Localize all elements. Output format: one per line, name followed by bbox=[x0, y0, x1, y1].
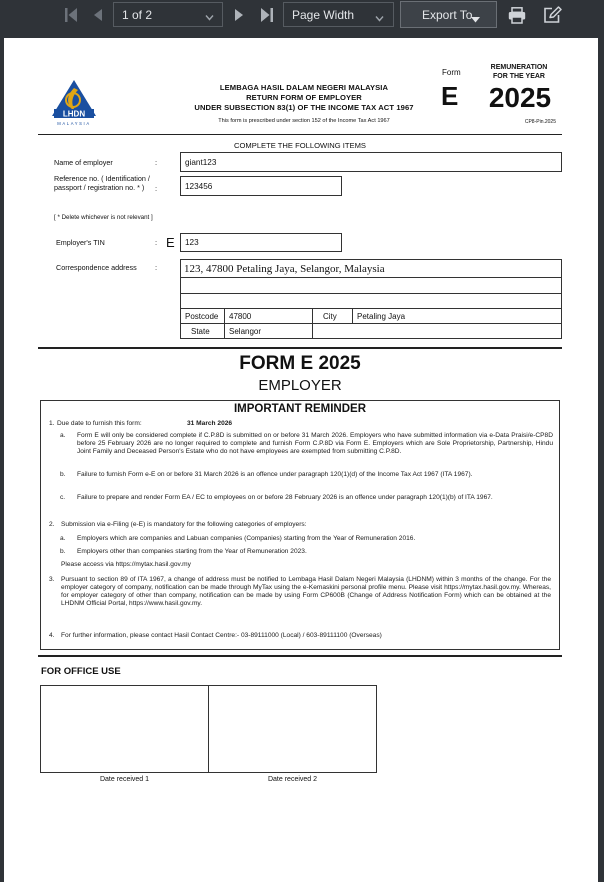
date-received-1-label: Date received 1 bbox=[99, 776, 150, 783]
reminder-item-1b: Failure to furnish Form e-E on or before 31 March 2026 is an offence under paragraph 120(1)(d) of the Income Tax Act 1967 (ITA 1967). bbox=[77, 471, 473, 478]
reminder-item-1a: Form E will only be considered complete if C.P.8D is submitted on or before 31 March 2026. Employers who have submitted information via e-Data Praisi/e-CP8D before 25 February 2026 are no longer required to complete and furnish Form C.P.8D via Form E. Employers which are Sole Proprietorship, Partnership, Hindu Joint Family and Deceased Person's Estate who do not have employees are exempted from submitting C.P.8D. bbox=[77, 432, 553, 456]
form-label: Form bbox=[442, 68, 461, 77]
mytax-access-note: Please access via https://mytax.hasil.gov.my bbox=[61, 561, 191, 568]
first-page-icon[interactable] bbox=[62, 5, 80, 25]
export-to-label: Export To bbox=[422, 7, 473, 22]
address-label: Correspondence address bbox=[56, 263, 137, 272]
section-divider bbox=[38, 347, 562, 349]
reminder-item-number: 3. bbox=[49, 576, 55, 583]
reminder-item-number: 1. bbox=[49, 420, 55, 427]
cp8-code: CP8-Pin.2025 bbox=[524, 119, 556, 125]
reference-label: Reference no. ( Identification / passport / registration no. * ) bbox=[54, 174, 150, 192]
section-heading: COMPLETE THE FOLLOWING ITEMS bbox=[38, 134, 562, 150]
reference-field[interactable]: 123456 bbox=[180, 176, 342, 196]
date-received-1-box bbox=[40, 685, 209, 773]
date-received-2-box bbox=[208, 685, 377, 773]
employer-name-field[interactable]: giant123 bbox=[180, 152, 562, 172]
document-page bbox=[4, 38, 598, 882]
caret-down-icon bbox=[471, 12, 480, 26]
zoom-select[interactable] bbox=[283, 2, 394, 27]
page-indicator: 1 of 2 bbox=[122, 7, 153, 22]
colon: : bbox=[155, 238, 158, 247]
state-field[interactable]: Selangor bbox=[225, 324, 313, 339]
edit-icon[interactable] bbox=[541, 4, 563, 26]
important-reminder-box bbox=[40, 400, 560, 650]
form-e-subtitle: EMPLOYER bbox=[258, 377, 342, 394]
address-table bbox=[180, 259, 562, 339]
print-icon[interactable] bbox=[506, 4, 528, 26]
address-line-1[interactable]: 123, 47800 Petaling Jaya, Selangor, Malaysia bbox=[181, 260, 561, 278]
reminder-item-2a: Employers which are companies and Labuan companies (Companies) starting from the Year of Remuneration 2016. bbox=[77, 535, 416, 542]
reminder-item-4: For further information, please contact Hasil Contact Centre:- 03-89111000 (Local) / 603-89111100 (Overseas) bbox=[61, 632, 382, 639]
colon: : bbox=[155, 263, 158, 272]
reminder-subitem-letter: c. bbox=[60, 494, 66, 501]
viewer-toolbar bbox=[0, 0, 604, 30]
delete-note: [ * Delete whichever is not relevant ] bbox=[54, 214, 153, 221]
due-date-label: Due date to furnish this form: bbox=[57, 420, 142, 427]
agency-name: LEMBAGA HASIL DALAM NEGERI MALAYSIA bbox=[219, 83, 389, 92]
reminder-title: IMPORTANT REMINDER bbox=[233, 403, 367, 415]
logo-wordmark: LHDN bbox=[62, 109, 86, 119]
section-divider bbox=[38, 655, 562, 657]
reminder-subitem-letter: b. bbox=[60, 548, 66, 555]
export-to-button[interactable] bbox=[400, 1, 497, 28]
employer-name-label: Name of employer bbox=[54, 158, 113, 167]
state-label: State bbox=[181, 324, 225, 339]
page-number-select[interactable] bbox=[113, 2, 223, 27]
reminder-item-3: Pursuant to section 89 of ITA 1967, a change of address must be notified to Lembaga Hasil Dalam Negeri Malaysia (LHDNM) within 3 months of the change. For the employer category of company, notification can be made through MyTax using the e-Kemaskini personal profile menu. Please visit https://mytax.hasil.gov.my. Whereas, for employer category of other than company, notification can be made by using Form CP600B (Change of Address Notification Form) which can be obtained at the LHDNM Official Portal, https://www.hasil.gov.my. bbox=[61, 576, 551, 608]
office-use-heading: FOR OFFICE USE bbox=[41, 666, 121, 677]
reminder-item-number: 2. bbox=[49, 521, 55, 528]
chevron-down-icon bbox=[375, 12, 384, 26]
subsection-line: UNDER SUBSECTION 83(1) OF THE INCOME TAX ACT 1967 bbox=[194, 103, 414, 112]
reminder-item-2b: Employers other than companies starting from the Year of Remuneration 2023. bbox=[77, 548, 307, 555]
reminder-item-2: Submission via e-Filing (e-E) is mandatory for the following categories of employers: bbox=[61, 521, 307, 528]
city-label: City bbox=[313, 309, 353, 324]
date-received-2-label: Date received 2 bbox=[267, 776, 318, 783]
form-letter: E bbox=[441, 81, 459, 111]
reminder-subitem-letter: a. bbox=[60, 432, 66, 439]
form-e-document bbox=[4, 38, 598, 882]
prev-page-icon[interactable] bbox=[91, 5, 105, 25]
lhdn-logo bbox=[46, 78, 102, 128]
reminder-item-number: 4. bbox=[49, 632, 55, 639]
last-page-icon[interactable] bbox=[258, 5, 276, 25]
tin-prefix: E bbox=[166, 235, 175, 250]
colon: : bbox=[155, 158, 158, 167]
postcode-field[interactable]: 47800 bbox=[225, 309, 313, 324]
zoom-select-value: Page Width bbox=[292, 7, 355, 22]
city-field[interactable]: Petaling Jaya bbox=[353, 309, 561, 324]
tin-field[interactable]: 123 bbox=[180, 233, 342, 252]
tin-label: Employer's TIN bbox=[56, 238, 105, 247]
prescribed-note: This form is prescribed under section 152 of the Income Tax Act 1967 bbox=[218, 118, 390, 124]
form-e-title: FORM E 2025 bbox=[239, 353, 361, 374]
remuneration-year: 2025 bbox=[488, 82, 552, 113]
reminder-subitem-letter: b. bbox=[60, 471, 66, 478]
logo-country: MALAYSIA bbox=[57, 121, 91, 126]
reminder-item-1c: Failure to prepare and render Form EA / EC to employees on or before 28 February 2026 is an offence under paragraph 120(1)(b) of ITA 1967. bbox=[77, 494, 493, 501]
address-line-2[interactable] bbox=[181, 278, 561, 294]
next-page-icon[interactable] bbox=[232, 5, 246, 25]
colon: : bbox=[155, 184, 158, 193]
form-title-line: RETURN FORM OF EMPLOYER bbox=[246, 93, 362, 102]
postcode-label: Postcode bbox=[181, 309, 225, 324]
chevron-down-icon bbox=[205, 11, 214, 25]
address-line-3[interactable] bbox=[181, 294, 561, 309]
remuneration-label: REMUNERATION FOR THE YEAR bbox=[490, 64, 548, 80]
reminder-subitem-letter: a. bbox=[60, 535, 66, 542]
due-date-value: 31 March 2026 bbox=[187, 420, 233, 427]
form-header bbox=[154, 83, 454, 113]
